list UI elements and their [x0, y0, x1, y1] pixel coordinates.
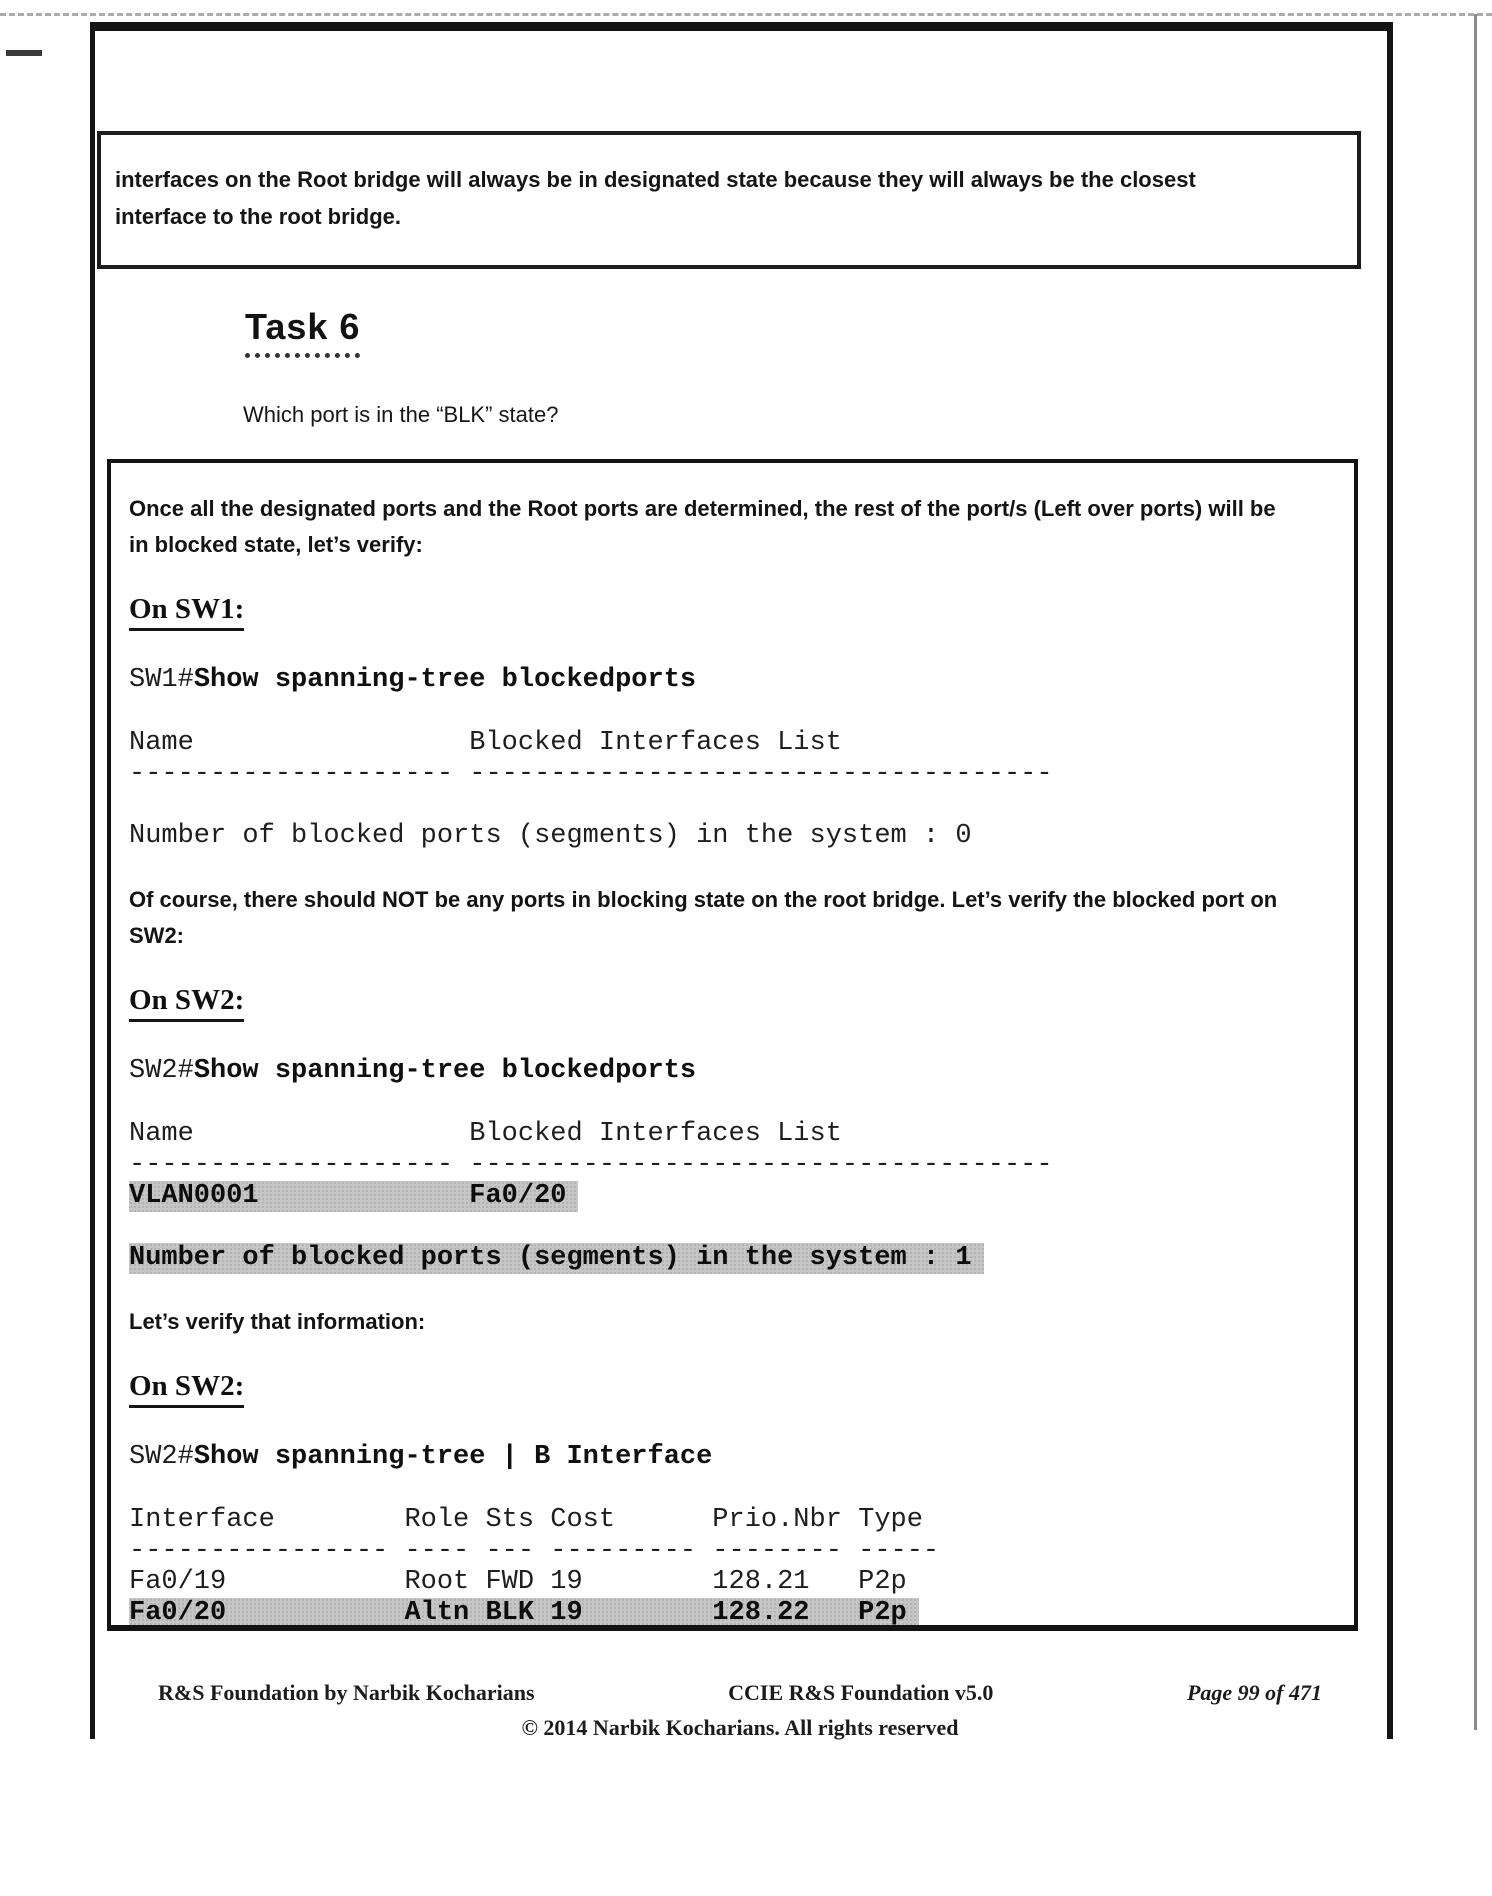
blocked-row-highlight: VLAN0001 Fa0/20 — [129, 1181, 578, 1212]
console-line-blank — [129, 1212, 1328, 1243]
blocked-count-highlight: Number of blocked ports (segments) in the system : 1 — [129, 1243, 984, 1274]
footer-copyright: © 2014 Narbik Kocharians. All rights reserved — [521, 1715, 959, 1740]
console-line-interface-row: Fa0/19 Root FWD 19 128.21 P2p — [129, 1567, 907, 1597]
footer-page-number: Page 99 of 471 — [1186, 1680, 1322, 1705]
on-sw2-heading-2: On SW2: — [129, 1370, 1328, 1408]
console-line-header: Interface Role Sts Cost Prio.Nbr Type — [129, 1505, 923, 1535]
sw2-blocked-console-output — [129, 1119, 1328, 1274]
sw2-verify-command-line — [129, 1442, 1328, 1473]
sw2-blocked-command-line — [129, 1056, 1328, 1087]
console-line-divider: -------------------- ------------------------------------ — [129, 759, 1053, 789]
console-line-interface-row-blocked — [129, 1598, 1328, 1629]
console-line-count — [129, 1243, 1328, 1274]
intro-paragraph: Once all the designated ports and the Root ports are determined, the rest of the port/s (Left over ports) will be in blocked state, let’s verify: — [129, 496, 1276, 557]
console-line-header: Name Blocked Interfaces List — [129, 728, 842, 758]
footer-author: R&S Foundation by Narbik Kocharians — [158, 1680, 535, 1705]
sw2-verify-command: Show spanning-tree | B Interface — [193, 1442, 713, 1472]
sw2-prompt-2: SW2# — [129, 1442, 194, 1472]
note-paragraph-2: Of course, there should NOT be any ports in blocking state on the root bridge. Let’s verify the blocked port on SW2: — [129, 887, 1278, 948]
task-question: Which port is in the “BLK” state? — [243, 402, 559, 427]
on-sw1-heading: On SW1: — [129, 593, 1328, 631]
sw1-console-output — [129, 728, 1328, 852]
page-footer — [158, 1680, 1322, 1741]
console-line-divider: -------------------- ------------------------------------ — [129, 1150, 1053, 1180]
sw2-prompt-1: SW2# — [129, 1056, 194, 1086]
scan-artifact-left-mark — [6, 50, 42, 56]
console-line-blocked-row — [129, 1181, 1328, 1212]
console-line-divider: ---------------- ---- --- --------- -------- ----- — [129, 1536, 940, 1566]
scan-artifact-right-line — [1474, 14, 1477, 1730]
console-line-header: Name Blocked Interfaces List — [129, 1119, 842, 1149]
footer-title: CCIE R&S Foundation v5.0 — [728, 1680, 994, 1705]
sw2-verify-console-output — [129, 1505, 1328, 1629]
console-line-blank — [129, 790, 1328, 821]
note-box — [97, 131, 1361, 269]
note-paragraph-3: Let’s verify that information: — [129, 1309, 426, 1334]
sw1-prompt: SW1# — [129, 665, 194, 695]
interface-row-highlight: Fa0/20 Altn BLK 19 128.22 P2p — [129, 1598, 919, 1629]
content-box — [107, 459, 1358, 1631]
on-sw2-heading-1: On SW2: — [129, 984, 1328, 1022]
task-heading: Task 6 — [245, 306, 360, 358]
console-line-count: Number of blocked ports (segments) in the system : 0 — [129, 821, 972, 851]
scan-artifact-top-line — [0, 13, 1492, 16]
sw1-command: Show spanning-tree blockedports — [193, 665, 697, 695]
sw1-command-line — [129, 665, 1328, 696]
sw2-blocked-command: Show spanning-tree blockedports — [193, 1056, 697, 1086]
footer-row — [158, 1680, 1322, 1706]
note-box-text: interfaces on the Root bridge will always be in designated state because they will always be the closest interface to the root bridge. — [115, 167, 1196, 229]
